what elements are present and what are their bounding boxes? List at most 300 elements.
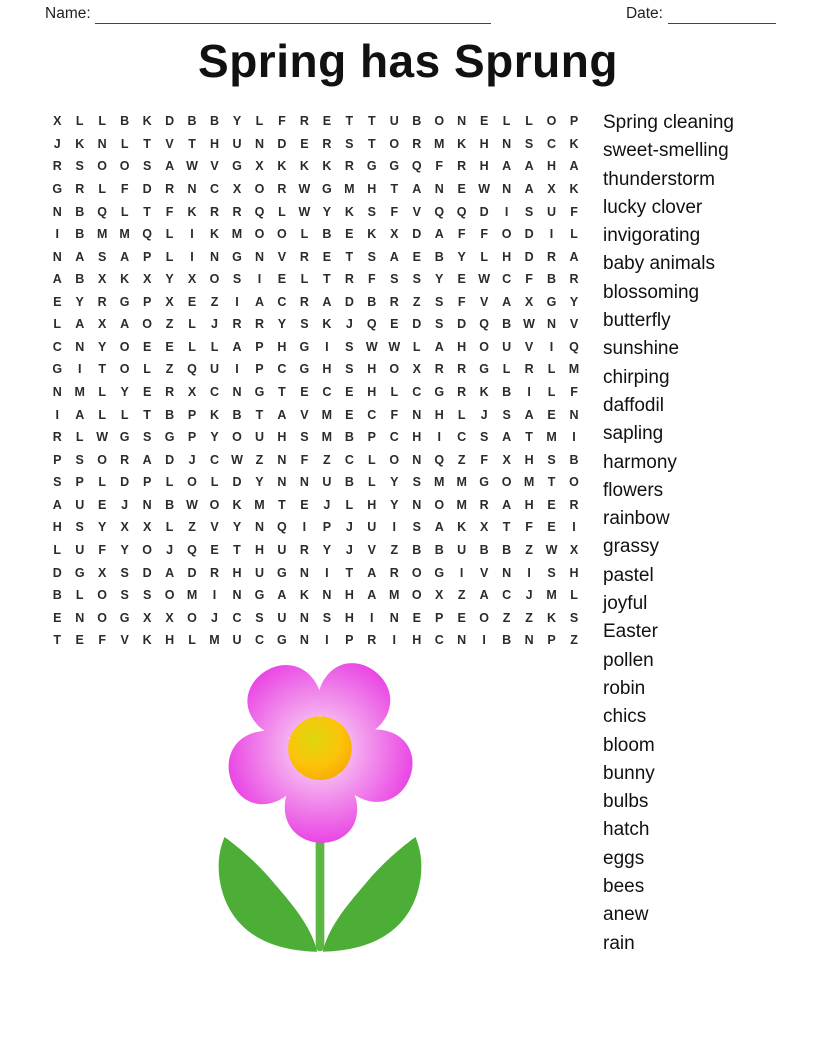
grid-cell: I bbox=[257, 272, 262, 287]
grid-cell: T bbox=[53, 633, 62, 648]
grid-cell: U bbox=[502, 339, 512, 354]
grid-cell: A bbox=[277, 588, 287, 603]
grid-cell: V bbox=[277, 249, 287, 264]
grid-cell: L bbox=[525, 114, 533, 129]
grid-cell: M bbox=[523, 475, 535, 490]
grid-cell: C bbox=[434, 633, 444, 648]
word-grid bbox=[46, 110, 585, 652]
grid-cell: K bbox=[322, 317, 332, 332]
grid-cell: U bbox=[232, 136, 242, 151]
grid-cell: Q bbox=[434, 204, 445, 219]
grid-cell: Y bbox=[457, 249, 466, 264]
grid-cell: N bbox=[232, 588, 242, 603]
grid-cell: N bbox=[524, 633, 534, 648]
grid-cell: V bbox=[412, 204, 421, 219]
grid-cell: O bbox=[389, 452, 400, 467]
grid-cell: L bbox=[210, 475, 219, 490]
grid-cell: S bbox=[412, 475, 421, 490]
grid-cell: G bbox=[52, 181, 63, 196]
grid-cell: G bbox=[119, 294, 130, 309]
grid-cell: U bbox=[367, 520, 377, 535]
grid-cell: Q bbox=[456, 204, 467, 219]
grid-cell: R bbox=[569, 497, 579, 512]
grid-cell: A bbox=[367, 588, 377, 603]
grid-cell: P bbox=[53, 452, 62, 467]
grid-cell: A bbox=[524, 181, 534, 196]
grid-cell: V bbox=[479, 294, 489, 309]
grid-cell: V bbox=[300, 407, 309, 422]
grid-cell: L bbox=[300, 227, 309, 242]
grid-cell: E bbox=[98, 497, 107, 512]
grid-cell: Q bbox=[187, 362, 197, 377]
grid-cell: Y bbox=[322, 542, 332, 557]
word-list-item: chirping bbox=[603, 366, 670, 388]
grid-cell: W bbox=[388, 339, 401, 354]
grid-cell: Z bbox=[525, 610, 533, 625]
grid-cell: B bbox=[502, 385, 512, 400]
word-list-item: bees bbox=[603, 876, 645, 898]
grid-cell: Q bbox=[434, 452, 445, 467]
grid-cell: N bbox=[389, 610, 399, 625]
grid-cell: B bbox=[210, 114, 220, 129]
grid-cell: W bbox=[186, 497, 198, 512]
grid-cell: T bbox=[143, 136, 151, 151]
grid-cell: W bbox=[186, 159, 198, 174]
grid-cell: E bbox=[345, 227, 354, 242]
grid-cell: B bbox=[502, 542, 512, 557]
grid-cell: S bbox=[345, 362, 354, 377]
name-label: Name: bbox=[45, 5, 91, 22]
grid-cell: D bbox=[165, 114, 175, 129]
grid-cell: T bbox=[143, 204, 151, 219]
grid-cell: O bbox=[434, 114, 445, 129]
grid-cell: K bbox=[344, 204, 354, 219]
grid-cell: G bbox=[254, 588, 265, 603]
grid-cell: E bbox=[322, 249, 332, 264]
name-blank-line bbox=[95, 6, 491, 24]
grid-cell: X bbox=[412, 362, 421, 377]
grid-cell: V bbox=[479, 565, 489, 580]
grid-cell: O bbox=[389, 362, 400, 377]
grid-cell: S bbox=[53, 475, 62, 490]
grid-cell: S bbox=[367, 204, 376, 219]
grid-cell: F bbox=[98, 633, 106, 648]
grid-cell: B bbox=[120, 114, 130, 129]
grid-cell: K bbox=[299, 159, 309, 174]
grid-cell: B bbox=[412, 542, 422, 557]
grid-cell: U bbox=[277, 610, 287, 625]
grid-cell: B bbox=[75, 272, 85, 287]
grid-cell: A bbox=[277, 407, 287, 422]
grid-cell: B bbox=[344, 475, 354, 490]
grid-cell: T bbox=[323, 272, 331, 287]
word-list-item: rain bbox=[603, 932, 635, 954]
grid-cell: G bbox=[232, 159, 242, 174]
grid-cell: F bbox=[570, 204, 578, 219]
grid-cell: K bbox=[457, 136, 467, 151]
grid-cell: H bbox=[344, 610, 354, 625]
grid-cell: I bbox=[437, 430, 441, 445]
grid-cell: G bbox=[74, 565, 85, 580]
grid-cell: K bbox=[457, 520, 467, 535]
grid-cell: F bbox=[165, 204, 174, 219]
grid-cell: L bbox=[278, 204, 286, 219]
grid-cell: T bbox=[98, 362, 106, 377]
grid-cell: I bbox=[325, 339, 329, 354]
grid-cell: S bbox=[479, 430, 489, 445]
grid-cell: N bbox=[254, 136, 264, 151]
grid-cell: C bbox=[210, 181, 220, 196]
grid-cell: Q bbox=[366, 317, 377, 332]
grid-cell: P bbox=[142, 294, 152, 309]
grid-cell: O bbox=[411, 588, 422, 603]
grid-cell: O bbox=[277, 227, 287, 242]
grid-cell: R bbox=[210, 204, 220, 219]
grid-cell: S bbox=[232, 272, 242, 287]
grid-cell: P bbox=[142, 249, 152, 264]
grid-cell: A bbox=[367, 565, 377, 580]
grid-cell: I bbox=[325, 565, 329, 580]
grid-cell: B bbox=[569, 452, 579, 467]
grid-cell: L bbox=[188, 317, 196, 332]
grid-cell: I bbox=[392, 633, 396, 648]
grid-cell: L bbox=[165, 249, 174, 264]
grid-cell: H bbox=[367, 497, 377, 512]
grid-cell: M bbox=[433, 136, 445, 151]
grid-cell: L bbox=[255, 114, 264, 129]
grid-cell: I bbox=[549, 339, 554, 354]
grid-cell: S bbox=[390, 272, 399, 287]
grid-cell: R bbox=[52, 430, 62, 445]
grid-cell: R bbox=[524, 362, 534, 377]
grid-cell: S bbox=[75, 452, 84, 467]
grid-cell: N bbox=[412, 497, 422, 512]
grid-cell: S bbox=[142, 588, 152, 603]
grid-cell: T bbox=[345, 249, 354, 264]
grid-cell: O bbox=[119, 339, 130, 354]
grid-cell: Q bbox=[411, 159, 422, 174]
grid-cell: L bbox=[300, 272, 309, 287]
grid-cell: F bbox=[278, 114, 286, 129]
grid-cell: G bbox=[164, 430, 175, 445]
grid-cell: B bbox=[165, 497, 175, 512]
grid-cell: N bbox=[457, 114, 467, 129]
grid-cell: F bbox=[525, 520, 533, 535]
grid-cell: L bbox=[210, 339, 219, 354]
grid-cell: S bbox=[412, 272, 421, 287]
grid-cell: W bbox=[231, 452, 243, 467]
grid-cell: X bbox=[142, 520, 152, 535]
grid-cell: L bbox=[75, 588, 84, 603]
grid-cell: X bbox=[232, 181, 242, 196]
grid-cell: G bbox=[546, 294, 557, 309]
grid-cell: W bbox=[523, 317, 535, 332]
grid-cell: N bbox=[299, 633, 309, 648]
grid-cell: Y bbox=[120, 542, 129, 557]
grid-cell: D bbox=[142, 181, 152, 196]
grid-cell: L bbox=[98, 475, 106, 490]
grid-cell: X bbox=[165, 294, 174, 309]
grid-cell: A bbox=[142, 452, 152, 467]
grid-cell: V bbox=[569, 317, 579, 332]
grid-cell: K bbox=[277, 159, 287, 174]
grid-cell: B bbox=[75, 204, 85, 219]
word-list-item: sunshine bbox=[603, 338, 680, 360]
grid-cell: H bbox=[434, 407, 444, 422]
grid-cell: S bbox=[300, 430, 309, 445]
grid-cell: F bbox=[457, 227, 466, 242]
grid-cell: C bbox=[502, 272, 512, 287]
grid-cell: M bbox=[74, 385, 85, 400]
worksheet-header bbox=[45, 5, 776, 24]
grid-cell: O bbox=[209, 497, 220, 512]
grid-cell: U bbox=[547, 204, 557, 219]
grid-cell: Y bbox=[210, 430, 219, 445]
grid-cell: P bbox=[322, 520, 332, 535]
grid-cell: Z bbox=[165, 362, 174, 377]
grid-cell: I bbox=[392, 520, 396, 535]
grid-cell: Q bbox=[479, 317, 489, 332]
grid-cell: N bbox=[187, 181, 197, 196]
grid-cell: R bbox=[210, 565, 220, 580]
grid-cell: E bbox=[210, 542, 219, 557]
grid-cell: R bbox=[232, 317, 242, 332]
grid-cell: H bbox=[344, 588, 354, 603]
grid-cell: T bbox=[345, 565, 354, 580]
grid-cell: Q bbox=[254, 204, 265, 219]
grid-cell: N bbox=[52, 204, 62, 219]
grid-cell: T bbox=[233, 542, 241, 557]
grid-cell: Y bbox=[98, 339, 107, 354]
grid-cell: H bbox=[232, 565, 242, 580]
grid-cell: R bbox=[367, 633, 377, 648]
grid-cell: J bbox=[525, 588, 533, 603]
grid-cell: S bbox=[435, 294, 444, 309]
grid-cell: A bbox=[502, 430, 512, 445]
grid-cell: B bbox=[75, 227, 85, 242]
grid-cell: H bbox=[52, 520, 62, 535]
grid-cell: O bbox=[232, 430, 242, 445]
grid-cell: S bbox=[435, 317, 444, 332]
grid-cell: C bbox=[389, 430, 399, 445]
grid-cell: Y bbox=[232, 520, 242, 535]
grid-cell: Y bbox=[277, 317, 287, 332]
grid-cell: J bbox=[480, 407, 488, 422]
grid-cell: A bbox=[232, 339, 242, 354]
word-list-item: bunny bbox=[603, 762, 655, 784]
grid-cell: Q bbox=[187, 542, 197, 557]
grid-cell: G bbox=[119, 610, 130, 625]
grid-cell: Y bbox=[232, 114, 242, 129]
grid-cell: R bbox=[75, 181, 85, 196]
grid-cell: R bbox=[165, 385, 175, 400]
grid-cell: N bbox=[502, 565, 512, 580]
grid-cell: X bbox=[502, 452, 511, 467]
word-list-item: baby animals bbox=[603, 253, 715, 275]
grid-cell: T bbox=[367, 136, 376, 151]
grid-cell: L bbox=[457, 407, 466, 422]
grid-cell: H bbox=[165, 633, 175, 648]
grid-cell: H bbox=[322, 362, 332, 377]
grid-cell: W bbox=[298, 204, 311, 219]
grid-cell: E bbox=[457, 610, 466, 625]
grid-cell: L bbox=[53, 317, 62, 332]
grid-cell: Z bbox=[165, 317, 174, 332]
word-list-item: blossoming bbox=[603, 281, 700, 303]
grid-cell: D bbox=[524, 249, 534, 264]
grid-cell: E bbox=[322, 114, 332, 129]
grid-cell: I bbox=[302, 520, 307, 535]
grid-cell: W bbox=[365, 339, 378, 354]
grid-cell: K bbox=[479, 385, 489, 400]
grid-cell: N bbox=[210, 249, 220, 264]
grid-cell: F bbox=[367, 272, 376, 287]
grid-cell: R bbox=[457, 159, 467, 174]
grid-cell: X bbox=[524, 294, 534, 309]
grid-cell: S bbox=[345, 339, 354, 354]
grid-cell: B bbox=[165, 407, 175, 422]
grid-cell: X bbox=[120, 520, 129, 535]
grid-cell: A bbox=[502, 159, 512, 174]
grid-cell: P bbox=[187, 407, 197, 422]
grid-cell: I bbox=[482, 633, 486, 648]
grid-cell: Q bbox=[97, 204, 108, 219]
grid-cell: R bbox=[479, 497, 489, 512]
grid-cell: U bbox=[254, 430, 264, 445]
grid-cell: L bbox=[547, 385, 556, 400]
grid-cell: M bbox=[456, 497, 467, 512]
grid-cell: Z bbox=[525, 542, 533, 557]
grid-cell: Y bbox=[165, 272, 174, 287]
grid-cell: R bbox=[254, 317, 264, 332]
grid-cell: I bbox=[572, 520, 576, 535]
grid-cell: D bbox=[120, 475, 130, 490]
grid-cell: E bbox=[75, 633, 84, 648]
grid-cell: I bbox=[212, 588, 217, 603]
grid-cell: X bbox=[390, 227, 399, 242]
grid-cell: N bbox=[52, 385, 62, 400]
grid-cell: W bbox=[478, 181, 491, 196]
grid-cell: Y bbox=[120, 385, 129, 400]
grid-cell: A bbox=[165, 159, 175, 174]
grid-cell: K bbox=[299, 588, 309, 603]
grid-cell: D bbox=[412, 317, 422, 332]
word-list-item: sweet-smelling bbox=[603, 140, 729, 162]
grid-cell: D bbox=[344, 294, 354, 309]
grid-cell: B bbox=[367, 294, 377, 309]
grid-cell: S bbox=[547, 452, 556, 467]
grid-cell: U bbox=[457, 542, 467, 557]
grid-cell: K bbox=[142, 114, 152, 129]
grid-cell: L bbox=[480, 249, 488, 264]
grid-cell: H bbox=[277, 430, 287, 445]
grid-cell: U bbox=[210, 362, 220, 377]
word-list-item: bloom bbox=[603, 734, 655, 756]
grid-cell: I bbox=[459, 565, 464, 580]
grid-cell: S bbox=[142, 430, 152, 445]
grid-cell: M bbox=[546, 430, 557, 445]
grid-cell: E bbox=[345, 407, 354, 422]
grid-cell: M bbox=[321, 430, 333, 445]
grid-cell: B bbox=[232, 407, 242, 422]
grid-cell: Z bbox=[188, 520, 196, 535]
grid-cell: C bbox=[52, 339, 62, 354]
grid-cell: I bbox=[190, 227, 194, 242]
date-label: Date: bbox=[625, 5, 663, 22]
grid-cell: I bbox=[572, 430, 576, 445]
grid-cell: E bbox=[300, 497, 309, 512]
grid-cell: P bbox=[187, 430, 197, 445]
grid-cell: Y bbox=[390, 497, 399, 512]
grid-cell: B bbox=[502, 633, 512, 648]
grid-cell: I bbox=[504, 204, 509, 219]
word-list-item: robin bbox=[603, 677, 646, 699]
grid-cell: A bbox=[524, 407, 534, 422]
grid-cell: B bbox=[502, 317, 512, 332]
word-list-item: anew bbox=[603, 904, 649, 926]
grid-cell: M bbox=[321, 407, 333, 422]
grid-cell: J bbox=[345, 520, 353, 535]
grid-cell: G bbox=[389, 159, 400, 174]
grid-cell: F bbox=[457, 294, 466, 309]
grid-cell: L bbox=[188, 633, 196, 648]
grid-cell: L bbox=[98, 385, 106, 400]
grid-cell: W bbox=[96, 430, 109, 445]
grid-cell: G bbox=[479, 475, 489, 490]
flower-head bbox=[219, 658, 421, 843]
grid-cell: H bbox=[524, 452, 534, 467]
grid-cell: N bbox=[434, 181, 444, 196]
grid-cell: D bbox=[277, 136, 287, 151]
grid-cell: O bbox=[546, 114, 557, 129]
grid-cell: H bbox=[457, 339, 467, 354]
grid-cell: T bbox=[278, 497, 286, 512]
grid-cell: B bbox=[52, 588, 62, 603]
grid-cell: N bbox=[412, 407, 422, 422]
grid-cell: A bbox=[502, 497, 512, 512]
grid-cell: D bbox=[457, 317, 467, 332]
grid-cell: H bbox=[502, 249, 512, 264]
grid-cell: R bbox=[389, 294, 399, 309]
grid-cell: F bbox=[435, 159, 444, 174]
grid-cell: I bbox=[235, 294, 239, 309]
grid-cell: C bbox=[547, 136, 557, 151]
grid-cell: M bbox=[344, 181, 355, 196]
grid-cell: S bbox=[75, 159, 84, 174]
grid-cell: N bbox=[299, 610, 309, 625]
grid-cell: R bbox=[299, 294, 309, 309]
grid-cell: J bbox=[121, 497, 129, 512]
grid-cell: K bbox=[142, 633, 152, 648]
grid-cell: C bbox=[412, 385, 422, 400]
grid-cell: O bbox=[187, 475, 197, 490]
grid-cell: X bbox=[435, 588, 444, 603]
grid-cell: X bbox=[547, 181, 556, 196]
grid-cell: A bbox=[120, 317, 130, 332]
grid-cell: L bbox=[98, 181, 106, 196]
grid-cell: C bbox=[344, 452, 354, 467]
grid-cell: D bbox=[52, 565, 62, 580]
grid-cell: E bbox=[187, 294, 197, 309]
grid-cell: P bbox=[367, 430, 376, 445]
grid-cell: N bbox=[277, 475, 287, 490]
grid-cell: A bbox=[524, 159, 534, 174]
grid-cell: H bbox=[479, 136, 489, 151]
grid-cell: H bbox=[367, 385, 377, 400]
grid-cell: G bbox=[321, 181, 332, 196]
word-list-item: lucky clover bbox=[603, 196, 703, 218]
grid-cell: M bbox=[254, 497, 265, 512]
